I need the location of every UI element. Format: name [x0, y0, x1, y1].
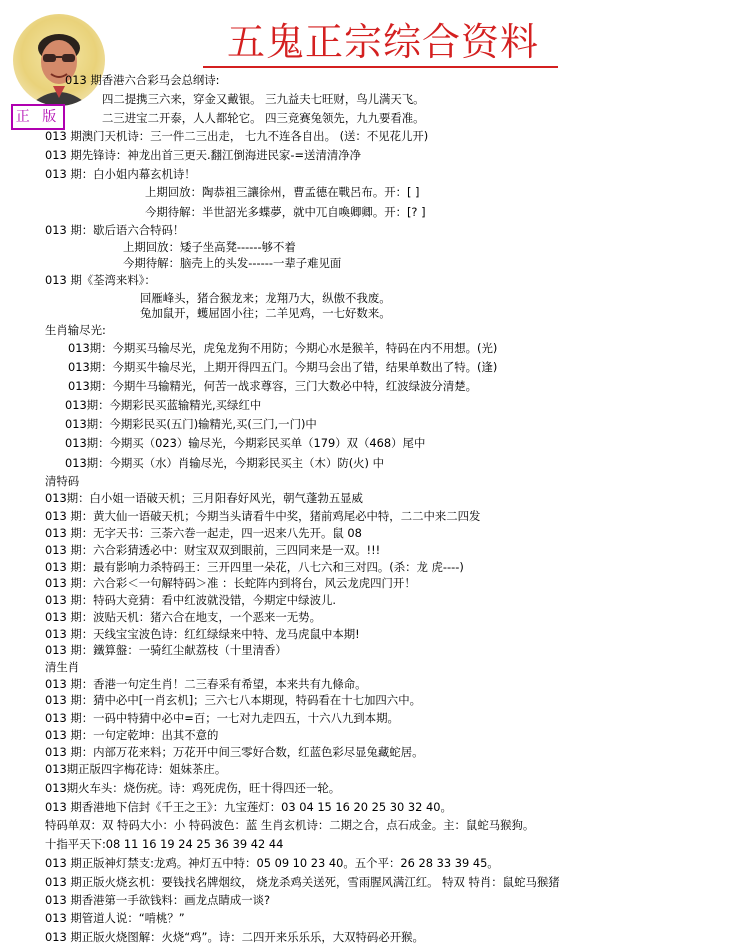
- text-line: 013 期澳门天机诗：三一件二三出走， 七九不连各自出。 (送：不见花儿开): [45, 129, 429, 143]
- text-line: 013 期：六合彩猜透必中：财宝双双到眼前，三四同来是一双。!!!: [45, 543, 381, 557]
- text-line: 013 期正版火烧玄机：要钱找名牌烟纹， 烧龙杀鸡关送死，雪雨腥风满江红。 特双 特肖：鼠蛇马猴猪: [45, 875, 560, 889]
- text-line: 013 期《荃湾来料》：: [45, 273, 156, 287]
- text-line: 013 期先锋诗：神龙出首三更天.翻江倒海进民家-=送清清净净: [45, 148, 362, 162]
- text-line: 013期火车头：烧伤疣。诗：鸡死虎伤，旺十得四还一轮。: [45, 781, 341, 795]
- text-line: 013 期：特码大竞猜：看中红波就没错，今期定中绿波儿.: [45, 593, 336, 607]
- avatar: [13, 14, 105, 106]
- text-line: 013 期：一码中特猜中必中=百；一七对九走四五，十六八九到本期。: [45, 711, 399, 725]
- text-line: 013 期：最有影响力杀特码王：三开四里一朵花，八七六和三对四。(杀：龙 虎----): [45, 560, 464, 574]
- text-line: 清生肖: [45, 660, 80, 674]
- text-line: 四二提携三六来，穿金又戴银。 三九益夫七旺财，鸟儿满天飞。: [102, 92, 425, 106]
- text-line: 013 期：黄大仙一语破天机；今期当头请看牛中奖，猪前鸡尾必中特，二二中来二四发: [45, 509, 481, 523]
- text-line: 013 期正版神灯禁支:龙鸡。神灯五中特：05 09 10 23 40。五个平：26 28 33 39 45。: [45, 856, 499, 870]
- text-line: 013 期：鐵算盤：一骑红尘献荔枝（十里清香）: [45, 643, 287, 657]
- text-line: 013 期香港地下信封《千王之王》：九宝莲灯：03 04 15 16 20 25 30 32 40。: [45, 800, 452, 814]
- text-line: 013 期香港第一手欲钱料：画龙点睛成一谈?: [45, 893, 271, 907]
- text-line: 上期回放：矮子坐高凳------够不着: [123, 240, 296, 254]
- text-line: 013 期：内部万花来料；万花开中间三零好合数，红蓝色彩尽显兔藏蛇居。: [45, 745, 424, 759]
- text-line: 013期：今期彩民买(五门)输精光,买(三门,一门)中: [65, 417, 317, 431]
- text-line: 013 期：波贴天机：猪六合在地支，一个恶来一无势。: [45, 610, 321, 624]
- text-line: 生肖输尽光:: [45, 323, 106, 337]
- text-line: 兔加鼠开，蠖屈固小往；二羊见鸡，一七好数来。: [140, 306, 391, 320]
- text-line: 清特码: [45, 474, 80, 488]
- text-line: 013 期：六合彩＜一句解特码＞准 ：长蛇阵内到将台，风云龙虎四门开！: [45, 576, 416, 590]
- text-line: 013 期：无字天书：三荼六巻一起走，四一迟来八先开。鼠 08: [45, 526, 362, 540]
- text-line: 特码单双：双 特码大小：小 特码波色：蓝 生肖玄机诗：二期之合，点石成金。主：鼠蛇马猴狗。: [45, 818, 535, 832]
- text-line: 013期：今期买牛输尽光，上期开得四五门。今期马会出了错，结果单数出了特。(逢): [68, 360, 498, 374]
- text-line: 013 期正版火烧图解：火烧“鸡”。诗：二四开来乐乐乐，大双特码必开猴。: [45, 930, 424, 944]
- text-line: 二三进宝二开泰，人人都轮它。 四三竞赛兔领先，九九要看准。: [102, 111, 425, 125]
- page-title: 五鬼正宗综合资料: [226, 20, 539, 64]
- text-line: 今期待解：半世詔光多蝶夢，就中兀自喚卿卿。开：[? ]: [145, 205, 426, 219]
- text-line: 013期：白小姐一语破天机；三月阳春好风光，朝气蓬勃五显威: [45, 491, 363, 505]
- text-line: 013 期香港六合彩马会总纲诗:: [65, 73, 220, 87]
- text-line: 013期：今期买马输尽光，虎兔龙狗不用防；今期心水是猴羊，特码在内不用想。(光): [68, 341, 498, 355]
- edition-badge: 正 版: [11, 104, 65, 130]
- text-line: 013 期：一句定乾坤：出其不意的: [45, 728, 219, 742]
- text-line: 013 期：猜中必中[一肖玄机]；三六七八本期现，特码看在十七加四六中。: [45, 693, 421, 707]
- text-line: 013 期管道人说：“啃桃？”: [45, 911, 185, 925]
- text-line: 013期：今期彩民买蓝输精光,买绿红中: [65, 398, 262, 412]
- text-line: 013 期：香港一句定生肖！二三春采有希望，本来共有九條命。: [45, 677, 367, 691]
- text-line: 013期：今期牛马输精光，何苦一战求尊容，三门大数必中特，红波绿波分清楚。: [68, 379, 478, 393]
- text-line: 013 期：歇后语六合特码！: [45, 223, 185, 237]
- text-line: 013 期：天线宝宝波色诗：红红绿绿来中特、龙马虎鼠中本期!: [45, 627, 360, 641]
- text-line: 今期待解：脑壳上的头发------一辈子难见面: [123, 256, 342, 270]
- title-underline: [203, 66, 558, 68]
- text-line: 回雁峰头，猪合猴龙来；龙翔乃大，纵傲不我废。: [140, 291, 391, 305]
- text-line: 十指平天下:08 11 16 19 24 25 36 39 42 44: [45, 837, 284, 851]
- text-line: 013期：今期买（023）输尽光，今期彩民买单（179）双（468）尾中: [65, 436, 426, 450]
- text-line: 013期正版四字梅花诗：姐妹茶庄。: [45, 762, 227, 776]
- text-line: 013 期：白小姐内幕玄机诗！: [45, 167, 196, 181]
- text-line: 上期回放：陶恭祖三讓徐州，曹孟德在戰呂布。开：[ ]: [145, 185, 420, 199]
- text-line: 013期：今期买（水）肖输尽光，今期彩民买主（木）防(火) 中: [65, 456, 385, 470]
